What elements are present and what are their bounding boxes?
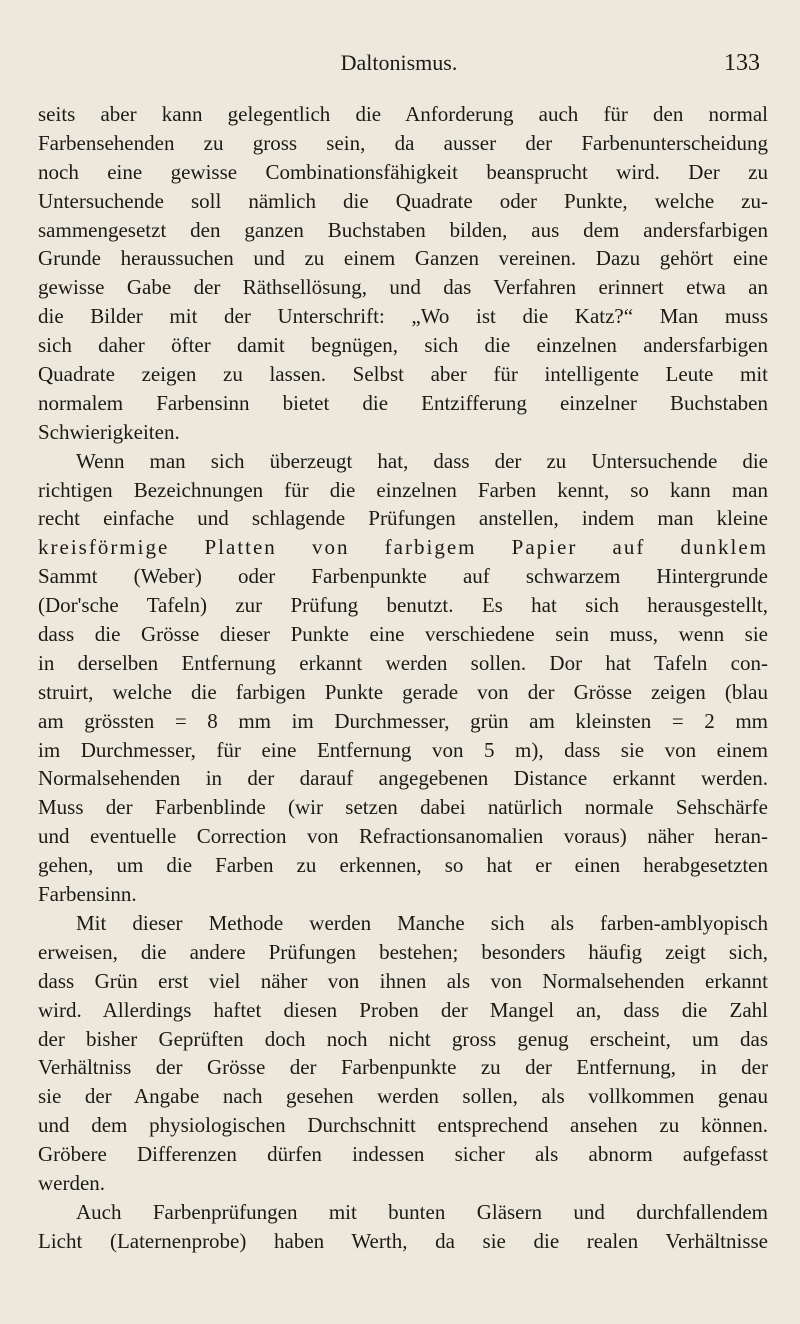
text-line: gehen, um die Farben zu erkennen, so hat er einen herabgesetzten [38, 853, 768, 878]
text-line: erweisen, die andere Prüfungen bestehen; besonders häufig zeigt sich, [38, 939, 768, 964]
text-line: seits aber kann gelegentlich die Anforderung auch für den normal [38, 102, 768, 126]
text-line: (Dor'sche Tafeln) zur Prüfung benutzt. Es hat sich herausgestellt, [38, 593, 768, 618]
text-line: und dem physiologischen Durchschnitt entsprechend ansehen zu können. [38, 1113, 768, 1138]
text-line: Grunde heraussuchen und zu einem Ganzen vereinen. Dazu gehört eine [38, 246, 768, 271]
text-line: Farbensehenden zu gross sein, da ausser der Farbenunterscheidung [38, 130, 768, 155]
paragraph-end-line: Schwierigkeiten. [38, 419, 180, 444]
text-line: kreisförmige Platten von farbigem Papier auf dunklem [38, 535, 768, 560]
text-line: struirt, welche die farbigen Punkte gerade von der Grösse zeigen (blau [38, 679, 768, 704]
text-line: Muss der Farbenblinde (wir setzen dabei natürlich normale Sehschärfe [38, 795, 768, 820]
text-line: im Durchmesser, für eine Entfernung von 5 m), dass sie von einem [38, 737, 768, 762]
text-line: dass die Grösse dieser Punkte eine verschiedene sein muss, wenn sie [38, 622, 768, 647]
page-number: 133 [724, 50, 760, 76]
text-line: dass Grün erst viel näher von ihnen als von Normalsehenden erkannt [38, 968, 768, 993]
text-line: Licht (Laternenprobe) haben Werth, da sie die realen Verhältnisse [38, 1228, 768, 1253]
paragraph-start-line: Mit dieser Methode werden Manche sich als farben-amblyopisch [76, 910, 768, 935]
text-line: Normalsehenden in der darauf angegebenen Distance erkannt werden. [38, 766, 768, 791]
text-line: richtigen Bezeichnungen für die einzelnen Farben kennt, so kann man [38, 477, 768, 502]
text-line: am grössten = 8 mm im Durchmesser, grün am kleinsten = 2 mm [38, 708, 768, 733]
text-line: Gröbere Differenzen dürfen indessen sicher als abnorm aufgefasst [38, 1142, 768, 1167]
text-line: Sammt (Weber) oder Farbenpunkte auf schwarzem Hintergrunde [38, 564, 768, 589]
text-line: recht einfache und schlagende Prüfungen anstellen, indem man kleine [38, 506, 768, 531]
text-line: gewisse Gabe der Räthsellösung, und das Verfahren erinnert etwa an [38, 275, 768, 300]
text-line: noch eine gewisse Combinationsfähigkeit beansprucht wird. Der zu [38, 159, 768, 184]
running-title: Daltonismus. [340, 50, 458, 75]
page-header [38, 50, 760, 84]
text-line: die Bilder mit der Unterschrift: „Wo ist die Katz?“ Man muss [38, 304, 768, 329]
text-line: wird. Allerdings haftet diesen Proben der Mangel an, dass die Zahl [38, 997, 768, 1022]
text-line: und eventuelle Correction von Refractionsanomalien voraus) näher heran- [38, 824, 768, 849]
text-line: Quadrate zeigen zu lassen. Selbst aber für intelligente Leute mit [38, 362, 768, 387]
paragraph-start-line: Wenn man sich überzeugt hat, dass der zu Untersuchende die [76, 448, 768, 473]
paragraph-end-line: Farbensinn. [38, 882, 137, 907]
text-line: sich daher öfter damit begnügen, sich die einzelnen andersfarbigen [38, 333, 768, 358]
text-line: Verhältniss der Grösse der Farbenpunkte zu der Entfernung, in der [38, 1055, 768, 1080]
text-line: Untersuchende soll nämlich die Quadrate oder Punkte, welche zu- [38, 188, 768, 213]
text-line: sammengesetzt den ganzen Buchstaben bilden, aus dem andersfarbigen [38, 217, 768, 242]
paragraph-start-line: Auch Farbenprüfungen mit bunten Gläsern und durchfallendem [76, 1199, 768, 1224]
text-line: in derselben Entfernung erkannt werden sollen. Dor hat Tafeln con- [38, 650, 768, 675]
text-line: der bisher Geprüften doch noch nicht gross genug erscheint, um das [38, 1026, 768, 1051]
text-line: normalem Farbensinn bietet die Entzifferung einzelner Buchstaben [38, 390, 768, 415]
text-line: sie der Angabe nach gesehen werden sollen, als vollkommen genau [38, 1084, 768, 1109]
body-text [38, 100, 768, 1256]
paragraph-end-line: werden. [38, 1170, 106, 1195]
